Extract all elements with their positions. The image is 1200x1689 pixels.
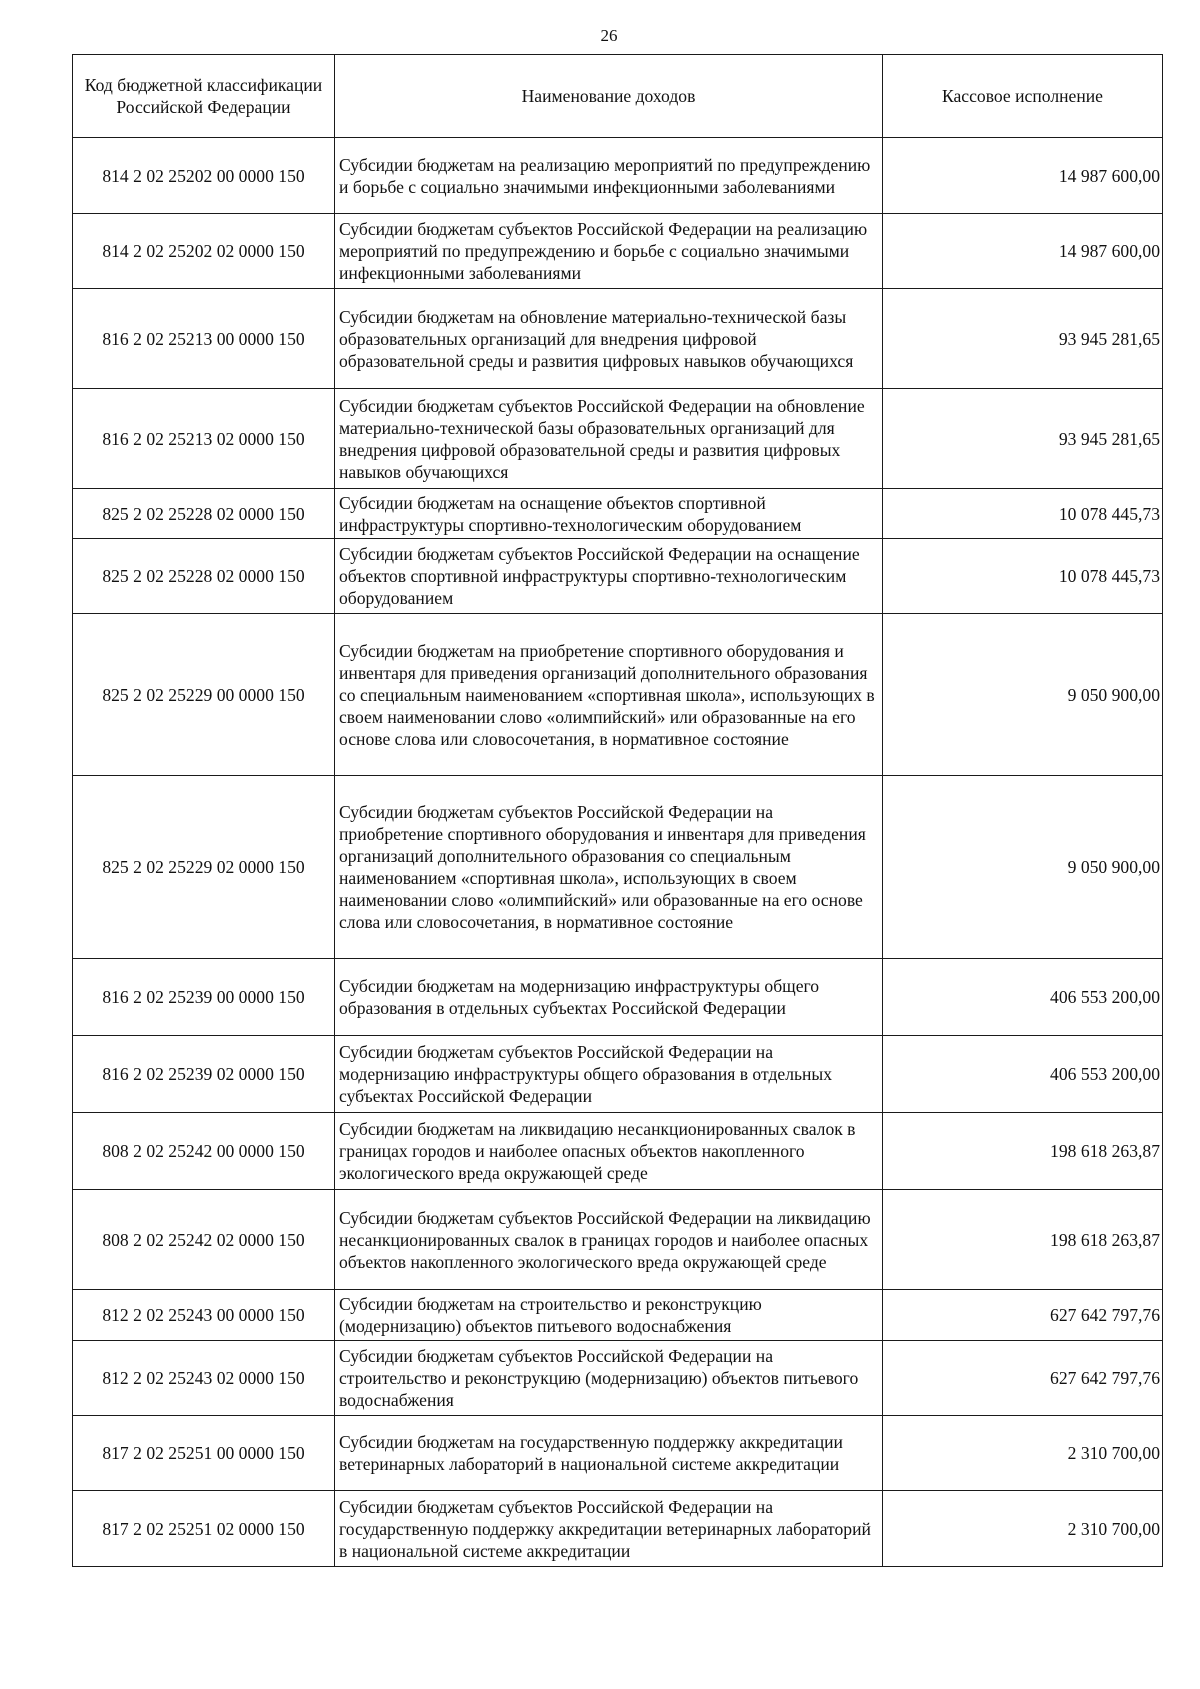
table-row xyxy=(73,959,1163,1036)
budget-code: 808 2 02 25242 02 0000 150 xyxy=(73,1190,335,1290)
header-cash-execution: Кассовое исполнение xyxy=(883,55,1163,138)
budget-code: 812 2 02 25243 00 0000 150 xyxy=(73,1290,335,1341)
budget-code: 812 2 02 25243 02 0000 150 xyxy=(73,1341,335,1416)
cash-execution-amount: 9 050 900,00 xyxy=(883,614,1163,776)
table-row xyxy=(73,289,1163,389)
revenue-name: Субсидии бюджетам на реализацию мероприятий по предупреждению и борьбе с социально значимыми инфекционными заболеваниями xyxy=(335,138,883,214)
cash-execution-amount: 10 078 445,73 xyxy=(883,539,1163,614)
table-row xyxy=(73,214,1163,289)
revenue-name: Субсидии бюджетам субъектов Российской Федерации на оснащение объектов спортивной инфраструктуры спортивно-технологическим оборудованием xyxy=(335,539,883,614)
revenue-name: Субсидии бюджетам субъектов Российской Федерации на строительство и реконструкцию (модернизацию) объектов питьевого водоснабжения xyxy=(335,1341,883,1416)
table-row xyxy=(73,1341,1163,1416)
cash-execution-amount: 2 310 700,00 xyxy=(883,1416,1163,1491)
budget-code: 817 2 02 25251 00 0000 150 xyxy=(73,1416,335,1491)
cash-execution-amount: 93 945 281,65 xyxy=(883,289,1163,389)
revenue-name: Субсидии бюджетам субъектов Российской Федерации на приобретение спортивного оборудования и инвентаря для приведения организаций дополнительного образования со специальным наименованием «спортивная школа», использующих в своем наименовании слово «олимпийский» или образованные на его основе слова или словосочетания, в нормативное состояние xyxy=(335,776,883,959)
cash-execution-amount: 627 642 797,76 xyxy=(883,1290,1163,1341)
budget-code: 808 2 02 25242 00 0000 150 xyxy=(73,1113,335,1190)
budget-code: 816 2 02 25239 00 0000 150 xyxy=(73,959,335,1036)
header-budget-code: Код бюджетной классификации Российской Федерации xyxy=(73,55,335,138)
budget-code: 825 2 02 25229 00 0000 150 xyxy=(73,614,335,776)
budget-code: 816 2 02 25239 02 0000 150 xyxy=(73,1036,335,1113)
revenue-name: Субсидии бюджетам на приобретение спортивного оборудования и инвентаря для приведения организаций дополнительного образования со специальным наименованием «спортивная школа», использующих в своем наименовании слово «олимпийский» или образованные на его основе слова или словосочетания, в нормативное состояние xyxy=(335,614,883,776)
table-row xyxy=(73,539,1163,614)
revenue-name: Субсидии бюджетам на оснащение объектов спортивной инфраструктуры спортивно-технологическим оборудованием xyxy=(335,489,883,539)
cash-execution-amount: 198 618 263,87 xyxy=(883,1113,1163,1190)
cash-execution-amount: 93 945 281,65 xyxy=(883,389,1163,489)
table-row xyxy=(73,1491,1163,1567)
cash-execution-amount: 2 310 700,00 xyxy=(883,1491,1163,1567)
table-row xyxy=(73,1113,1163,1190)
budget-revenue-table xyxy=(72,54,1163,1567)
budget-code: 814 2 02 25202 00 0000 150 xyxy=(73,138,335,214)
budget-code: 814 2 02 25202 02 0000 150 xyxy=(73,214,335,289)
cash-execution-amount: 406 553 200,00 xyxy=(883,1036,1163,1113)
budget-code: 816 2 02 25213 02 0000 150 xyxy=(73,389,335,489)
budget-code: 825 2 02 25229 02 0000 150 xyxy=(73,776,335,959)
table-row xyxy=(73,1416,1163,1491)
cash-execution-amount: 627 642 797,76 xyxy=(883,1341,1163,1416)
table-row xyxy=(73,138,1163,214)
page-number: 26 xyxy=(600,26,618,45)
cash-execution-amount: 14 987 600,00 xyxy=(883,214,1163,289)
table-row xyxy=(73,1290,1163,1341)
revenue-name: Субсидии бюджетам на ликвидацию несанкционированных свалок в границах городов и наиболее опасных объектов накопленного экологического вреда окружающей среде xyxy=(335,1113,883,1190)
budget-code: 825 2 02 25228 02 0000 150 xyxy=(73,539,335,614)
revenue-name: Субсидии бюджетам субъектов Российской Федерации на реализацию мероприятий по предупреждению и борьбе с социально значимыми инфекционными заболеваниями xyxy=(335,214,883,289)
table-row xyxy=(73,1036,1163,1113)
revenue-name: Субсидии бюджетам субъектов Российской Федерации на государственную поддержку аккредитации ветеринарных лабораторий в национальной системе аккредитации xyxy=(335,1491,883,1567)
cash-execution-amount: 198 618 263,87 xyxy=(883,1190,1163,1290)
revenue-name: Субсидии бюджетам субъектов Российской Федерации на ликвидацию несанкционированных свалок в границах городов и наиболее опасных объектов накопленного экологического вреда окружающей среде xyxy=(335,1190,883,1290)
revenue-name: Субсидии бюджетам на обновление материально-технической базы образовательных организаций для внедрения цифровой образовательной среды и развития цифровых навыков обучающихся xyxy=(335,289,883,389)
cash-execution-amount: 9 050 900,00 xyxy=(883,776,1163,959)
budget-code: 817 2 02 25251 02 0000 150 xyxy=(73,1491,335,1567)
table-row xyxy=(73,389,1163,489)
table-row xyxy=(73,489,1163,539)
revenue-name: Субсидии бюджетам на государственную поддержку аккредитации ветеринарных лабораторий в национальной системе аккредитации xyxy=(335,1416,883,1491)
table-row xyxy=(73,1190,1163,1290)
cash-execution-amount: 10 078 445,73 xyxy=(883,489,1163,539)
table-row xyxy=(73,614,1163,776)
table-header-row xyxy=(73,55,1163,138)
revenue-name: Субсидии бюджетам субъектов Российской Федерации на обновление материально-технической базы образовательных организаций для внедрения цифровой образовательной среды и развития цифровых навыков обучающихся xyxy=(335,389,883,489)
budget-code: 816 2 02 25213 00 0000 150 xyxy=(73,289,335,389)
revenue-name: Субсидии бюджетам субъектов Российской Федерации на модернизацию инфраструктуры общего образования в отдельных субъектах Российской Федерации xyxy=(335,1036,883,1113)
header-revenue-name: Наименование доходов xyxy=(335,55,883,138)
revenue-name: Субсидии бюджетам на строительство и реконструкцию (модернизацию) объектов питьевого водоснабжения xyxy=(335,1290,883,1341)
cash-execution-amount: 14 987 600,00 xyxy=(883,138,1163,214)
cash-execution-amount: 406 553 200,00 xyxy=(883,959,1163,1036)
budget-code: 825 2 02 25228 02 0000 150 xyxy=(73,489,335,539)
revenue-name: Субсидии бюджетам на модернизацию инфраструктуры общего образования в отдельных субъектах Российской Федерации xyxy=(335,959,883,1036)
table-row xyxy=(73,776,1163,959)
